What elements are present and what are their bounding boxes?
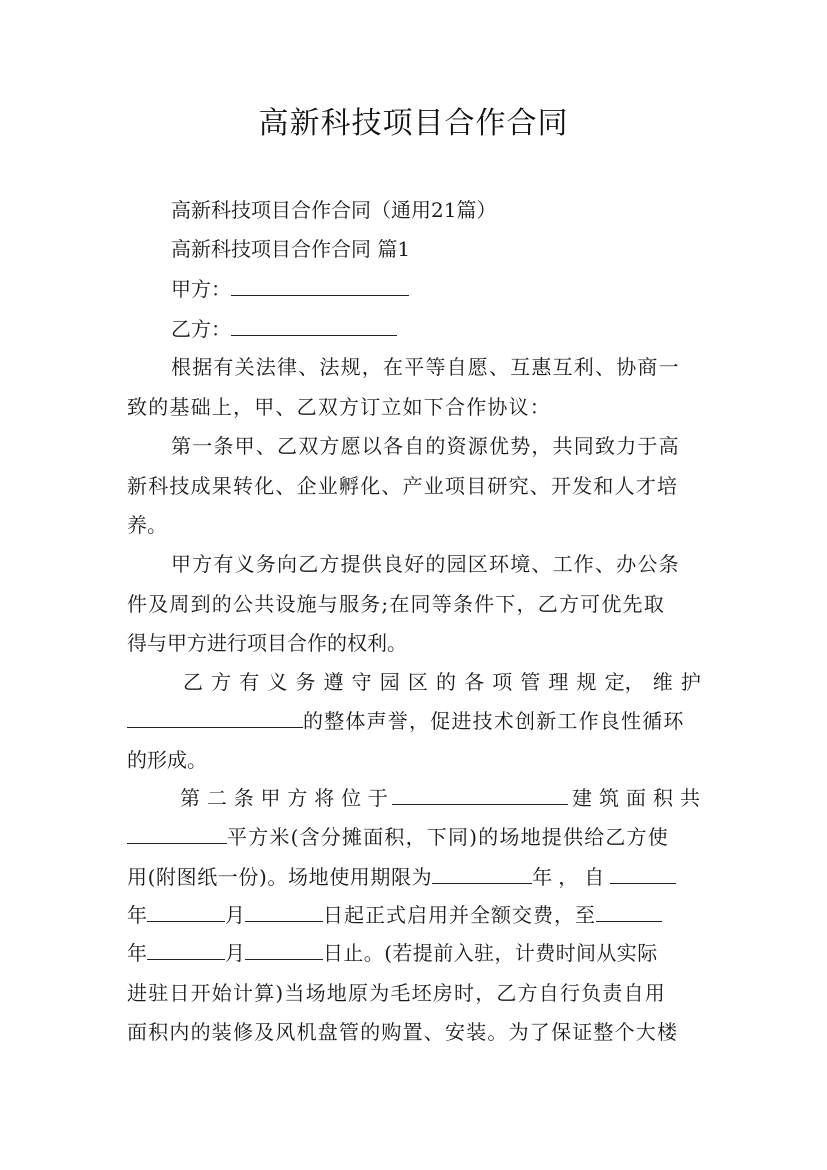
- end-year-blank: [596, 901, 662, 922]
- start-month-blank: [147, 901, 225, 922]
- p4-char: 有: [239, 670, 260, 694]
- party-a-blank: [231, 275, 409, 296]
- end-month-blank: [147, 939, 225, 960]
- p4-char: 乙: [183, 670, 203, 694]
- paragraph-5-line-1: [180, 784, 701, 812]
- party-a-line: [171, 275, 409, 303]
- p4-char: 遵: [323, 670, 344, 694]
- paragraph-2-line-3: 养。: [127, 513, 167, 537]
- p4-char: 理: [548, 670, 569, 694]
- p5-line5-month: 月: [225, 941, 245, 965]
- p5-line3-text-b: 年，自: [532, 865, 611, 889]
- p5-char: 共: [680, 786, 700, 810]
- paragraph-5-line-4: [127, 901, 662, 929]
- subtitle: 高新科技项目合作合同（通用21篇）: [171, 198, 497, 222]
- term-years-blank: [432, 863, 532, 884]
- p5-line4-text: 日起正式启用并全额交费，至: [323, 903, 596, 927]
- p5-char: 方: [287, 786, 308, 810]
- article-heading: 高新科技项目合作合同 篇1: [171, 237, 411, 261]
- document-title: 高新科技项目合作合同: [258, 106, 569, 141]
- p4-char: 义: [267, 670, 288, 694]
- start-year-blank: [610, 863, 676, 884]
- paragraph-5-line-7: 面积内的装修及风机盘管的购置、安装。为了保证整个大楼: [127, 1020, 679, 1044]
- p4-char: 定，: [604, 670, 645, 694]
- location-blank: [392, 784, 568, 805]
- p4-char: 规: [576, 670, 597, 694]
- p5-line4-year: 年: [127, 903, 147, 927]
- paragraph-5-line-3: [127, 863, 676, 891]
- paragraph-1-line-2: 致的基础上，甲、乙双方订立如下合作协议：: [127, 395, 551, 419]
- p5-char: 第: [180, 786, 200, 810]
- area-blank: [127, 823, 227, 844]
- party-b-line: [171, 315, 397, 343]
- p5-line5-year: 年: [127, 941, 147, 965]
- p4-char: 维: [652, 670, 673, 694]
- p5-line3-text-a: 用(附图纸一份)。场地使用期限为: [127, 865, 433, 889]
- p4-char: 管: [520, 670, 541, 694]
- p5-char: 面: [626, 786, 646, 810]
- party-b-blank: [231, 315, 397, 336]
- p5-line2-text: 平方米(含分摊面积，下同)的场地提供给乙方使: [227, 825, 670, 849]
- p4-char: 项: [492, 670, 513, 694]
- p4-char: 区: [407, 670, 428, 694]
- p5-char: 二: [206, 786, 227, 810]
- p4-char: 的: [435, 670, 456, 694]
- org-name-blank: [127, 707, 303, 728]
- p5-char: 条: [233, 786, 254, 810]
- paragraph-4-line-3: 的形成。: [127, 748, 207, 772]
- paragraph-2-line-1: 第一条甲、乙双方愿以各自的资源优势，共同致力于高: [171, 434, 680, 458]
- party-a-label: 甲方：: [171, 277, 231, 301]
- p5-char: 将: [314, 786, 335, 810]
- p5-char: 建: [572, 786, 592, 810]
- p4-char: 护: [680, 670, 701, 694]
- paragraph-4-line-2: [127, 707, 685, 735]
- p4-char: 务: [295, 670, 316, 694]
- p5-line1-tail: [572, 784, 700, 812]
- p5-line1-head: [180, 784, 388, 812]
- paragraph-2-line-2: 新科技成果转化、企业孵化、产业项目研究、开发和人才培: [127, 474, 679, 498]
- party-b-label: 乙方：: [171, 317, 231, 341]
- paragraph-3-line-1: 甲方有义务向乙方提供良好的园区环境、工作、办公条: [171, 552, 680, 576]
- paragraph-5-line-6: 进驻日开始计算)当场地原为毛坯房时，乙方自行负责自用: [127, 981, 667, 1005]
- p5-char: 积: [653, 786, 673, 810]
- p5-line4-month: 月: [225, 903, 245, 927]
- p4-char: 守: [351, 670, 372, 694]
- start-day-blank: [245, 901, 323, 922]
- paragraph-5-line-5: [127, 939, 658, 967]
- p5-char: 筑: [599, 786, 619, 810]
- p5-char: 于: [367, 786, 388, 810]
- paragraph-3-line-3: 得与甲方进行项目合作的权利。: [127, 631, 407, 655]
- paragraph-3-line-2: 件及周到的公共设施与服务;在同等条件下，乙方可优先取: [127, 592, 665, 616]
- p5-line5-text: 日止。(若提前入驻，计费时间从实际: [323, 941, 658, 965]
- paragraph-1-line-1: 根据有关法律、法规，在平等自愿、互惠互利、协商一: [171, 355, 680, 379]
- p4-char: 方: [211, 670, 232, 694]
- p4-char: 各: [464, 670, 485, 694]
- p4-line2-text: 的整体声誉，促进技术创新工作良性循环: [303, 709, 685, 733]
- p5-char: 甲: [260, 786, 281, 810]
- p5-char: 位: [341, 786, 362, 810]
- end-day-blank: [245, 939, 323, 960]
- paragraph-4-line-1: [183, 668, 701, 696]
- paragraph-5-line-2: [127, 823, 669, 851]
- p4-char: 园: [379, 670, 400, 694]
